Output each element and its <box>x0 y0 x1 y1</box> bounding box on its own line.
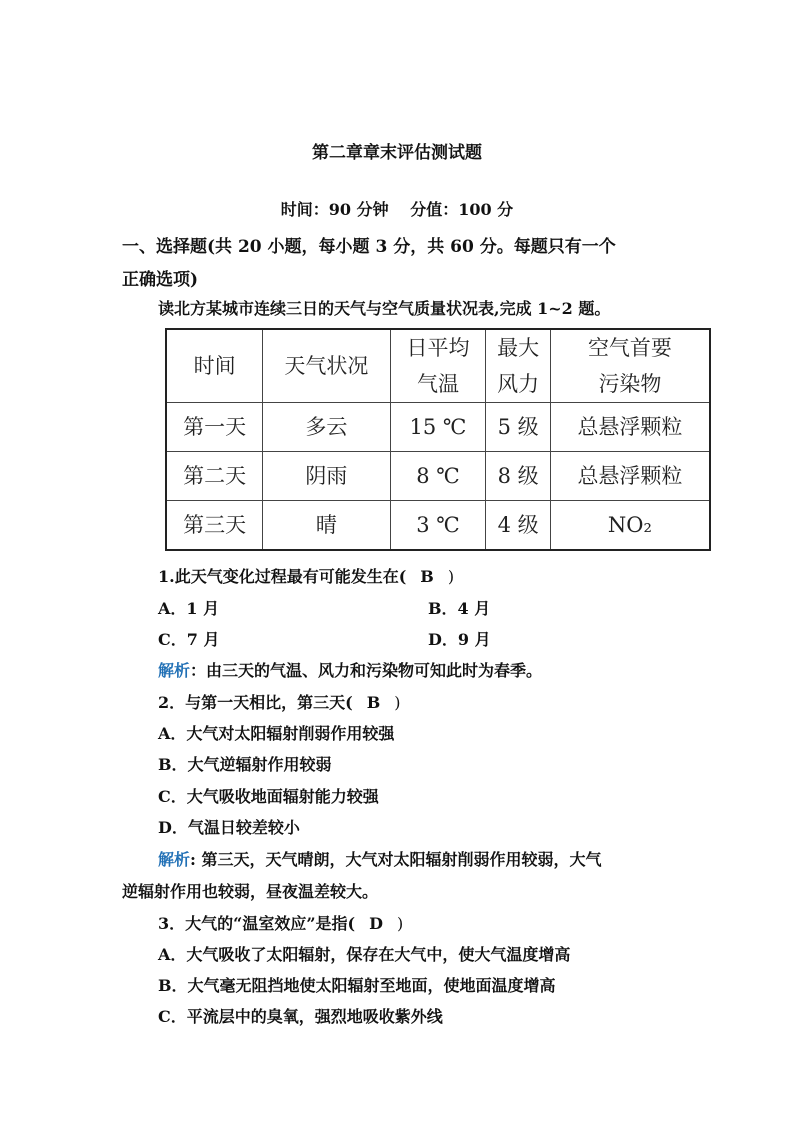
cell-day: 第一天 <box>166 403 263 452</box>
analysis-label: 解析 <box>158 850 191 869</box>
header-weather: 天气状况 <box>263 329 390 403</box>
cell-weather: 晴 <box>263 501 390 551</box>
q2-option-a: A．大气对太阳辐射削弱作用较强 <box>158 724 395 743</box>
document-title: 第二章章末评估测试题 <box>312 143 482 163</box>
q1-option-c: C．7 月 <box>158 630 220 649</box>
cell-wind: 5 级 <box>486 403 550 452</box>
cell-temperature: 15 ℃ <box>390 403 486 452</box>
question-2-analysis-line1: 解析: 第三天，天气晴朗，大气对太阳辐射削弱作用较弱，大气 <box>158 850 602 869</box>
question-3-answer: D <box>369 914 383 933</box>
cell-pollutant: NO₂ <box>550 501 710 551</box>
cell-temperature: 8 ℃ <box>390 452 486 501</box>
cell-temperature: 3 ℃ <box>390 501 486 551</box>
q3-option-a: A．大气吸收了太阳辐射，保存在大气中，使大气温度增高 <box>158 945 571 964</box>
cell-day: 第二天 <box>166 452 263 501</box>
cell-weather: 阴雨 <box>263 452 390 501</box>
q2-option-c: C．大气吸收地面辐射能力较强 <box>158 787 379 806</box>
question-3-stem: 3．大气的“温室效应”是指( D ) <box>158 914 404 933</box>
question-1-stem: 1.此天气变化过程最有可能发生在( B ) <box>158 567 455 586</box>
header-wind: 最大 风力 <box>486 329 550 403</box>
cell-wind: 8 级 <box>486 452 550 501</box>
q3-option-c: C．平流层中的臭氧，强烈地吸收紫外线 <box>158 1007 443 1026</box>
q2-option-b: B．大气逆辐射作用较弱 <box>158 755 332 774</box>
cell-day: 第三天 <box>166 501 263 551</box>
cell-pollutant: 总悬浮颗粒 <box>550 403 710 452</box>
question-2-stem: 2．与第一天相比，第三天( B ) <box>158 693 401 712</box>
section-heading-line1: 一、选择题(共 20 小题，每小题 3 分，共 60 分。每题只有一个 <box>122 237 616 257</box>
weather-table <box>165 328 711 551</box>
header-time: 时间 <box>166 329 263 403</box>
q1-option-a: A．1 月 <box>158 599 220 618</box>
analysis-label: 解析 <box>158 661 191 680</box>
table-row <box>166 452 710 501</box>
question-1-analysis: 解析：由三天的气温、风力和污染物可知此时为春季。 <box>158 661 543 680</box>
question-1-answer: B <box>420 567 434 586</box>
table-intro: 读北方某城市连续三日的天气与空气质量状况表,完成 1~2 题。 <box>158 299 611 318</box>
question-2-answer: B <box>366 693 381 712</box>
question-2-analysis-line2: 逆辐射作用也较弱，昼夜温差较大。 <box>122 882 379 901</box>
q1-option-d: D．9 月 <box>428 630 491 649</box>
q3-option-b: B．大气毫无阻挡地使太阳辐射至地面，使地面温度增高 <box>158 976 556 995</box>
cell-weather: 多云 <box>263 403 390 452</box>
cell-wind: 4 级 <box>486 501 550 551</box>
exam-meta: 时间：90 分钟 分值：100 分 <box>280 200 514 219</box>
header-temperature: 日平均 气温 <box>390 329 486 403</box>
table-row <box>166 501 710 551</box>
header-pollutant: 空气首要 污染物 <box>550 329 710 403</box>
q1-option-b: B．4 月 <box>428 599 491 618</box>
cell-pollutant: 总悬浮颗粒 <box>550 452 710 501</box>
table-row <box>166 403 710 452</box>
q2-option-d: D．气温日较差较小 <box>158 818 300 837</box>
section-heading-line2: 正确选项) <box>122 270 199 290</box>
